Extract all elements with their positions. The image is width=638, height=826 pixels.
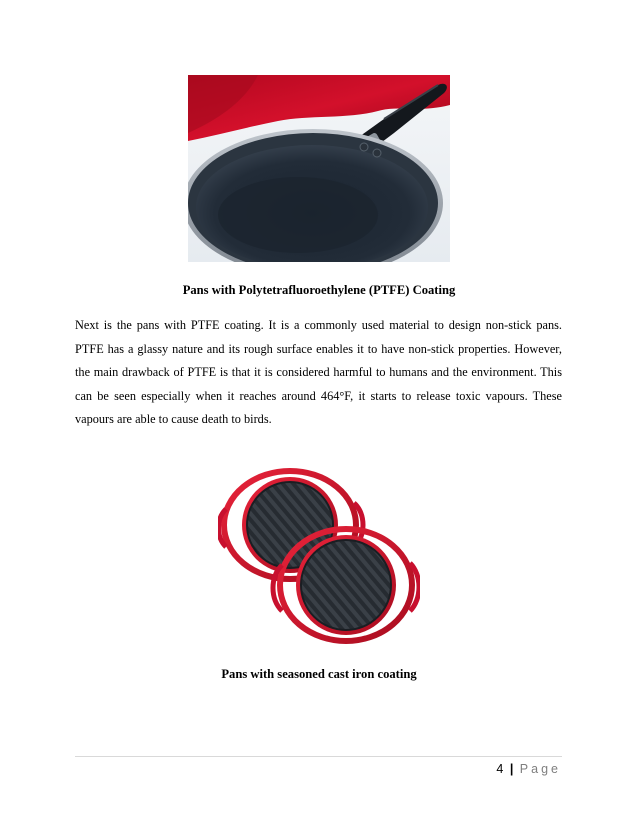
body-paragraph: Next is the pans with PTFE coating. It is a commonly used material to design non-stick pans. PTFE has a glassy nature and its rough surface enables it to have non-stick properties. However, the main drawback of PTFE is that it is considered harmful to humans and the environment. This can be seen especially when it reaches around 464°F, it starts to release toxic vapours. These vapours are able to cause death to birds. bbox=[75, 318, 562, 427]
cast-iron-pans-image bbox=[218, 453, 420, 651]
page-label: Page bbox=[519, 762, 561, 776]
ptfe-pan-image bbox=[188, 75, 450, 262]
page-number: 4 bbox=[496, 762, 504, 776]
figure-caption-ptfe: Pans with Polytetrafluoroethylene (PTFE) Coating bbox=[182, 283, 456, 297]
figure-caption-cast-iron: Pans with seasoned cast iron coating bbox=[221, 667, 417, 681]
page-separator: | bbox=[509, 762, 514, 776]
page-footer bbox=[496, 762, 561, 776]
footer-divider bbox=[75, 756, 562, 757]
